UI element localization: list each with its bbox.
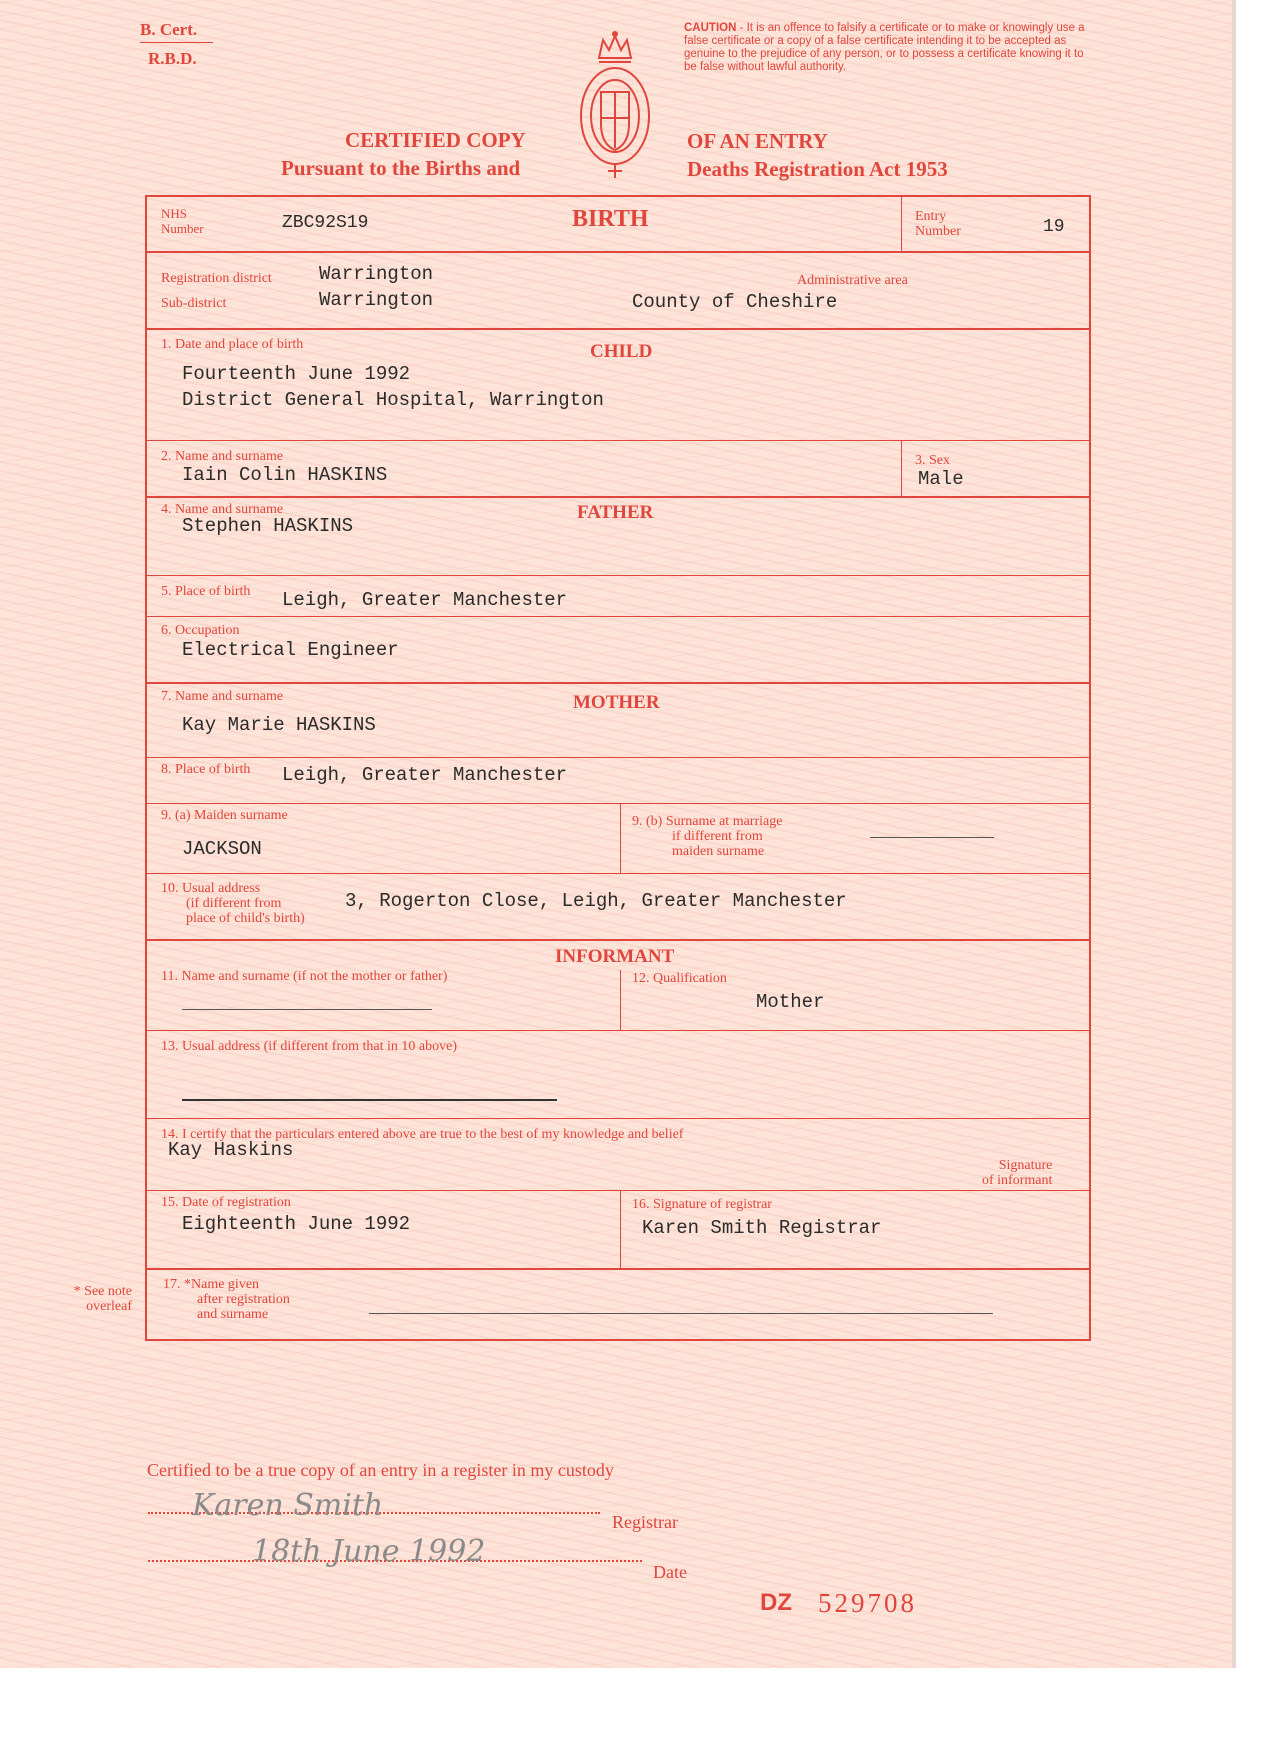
caution-text: - It is an offence to falsify a certificate or to make or knowingly use a false certificate or a copy of a false certificate intending it to be accepted as genuine to the prejudice of any person, or to possess a certificate knowing it to be false without lawful authority. <box>684 22 1085 73</box>
child-name-value: Iain Colin HASKINS <box>182 464 388 486</box>
certify-label: 14. I certify that the particulars entered above are true to the best of my knowledge and belief <box>161 1127 684 1142</box>
registrar-label: Registrar <box>612 1512 678 1532</box>
admin-area-value: County of Cheshire <box>632 291 838 313</box>
sub-district-value: Warrington <box>319 289 434 311</box>
informant-address-label: 13. Usual address (if different from that in 10 above) <box>161 1039 457 1054</box>
mother-birthplace-label: 8. Place of birth <box>161 762 251 777</box>
sex-label: 3. Sex <box>915 453 950 468</box>
rule <box>145 939 1091 941</box>
usual-address-line: (if different from <box>186 896 282 911</box>
name-after-registration-label <box>163 1277 290 1322</box>
see-note <box>60 1284 132 1314</box>
certified-true-copy-text: Certified to be a true copy of an entry in a register in my custody <box>147 1460 614 1480</box>
date-place-birth-label: 1. Date and place of birth <box>161 337 304 352</box>
see-note-line: * See note <box>73 1284 132 1299</box>
b-cert-underline <box>140 42 213 43</box>
place-of-birth-value: District General Hospital, Warrington <box>182 389 604 411</box>
father-heading: FATHER <box>577 502 654 523</box>
sex-value: Male <box>918 468 964 490</box>
occupation-value: Electrical Engineer <box>182 639 399 661</box>
mother-name-value: Kay Marie HASKINS <box>182 714 376 736</box>
rule <box>145 440 1091 441</box>
divider <box>901 440 902 496</box>
rule <box>145 1190 1091 1191</box>
divider <box>620 1190 621 1268</box>
admin-area-label: Administrative area <box>797 273 908 288</box>
informant-name-label: 11. Name and surname (if not the mother or father) <box>161 969 448 984</box>
rule <box>145 1030 1091 1031</box>
caution-lead: CAUTION <box>684 22 737 34</box>
serial-number: 529708 <box>818 1588 917 1618</box>
father-birthplace-label: 5. Place of birth <box>161 584 251 599</box>
entry-label <box>915 209 961 239</box>
rule <box>145 757 1091 758</box>
name-after-registration-line: 17. *Name given <box>163 1277 260 1292</box>
surname-at-marriage-label <box>632 814 782 859</box>
usual-address-line: place of child's birth) <box>186 911 305 926</box>
rbd-label: R.B.D. <box>148 49 197 68</box>
registrar-signature-label: 16. Signature of registrar <box>632 1197 772 1212</box>
maiden-surname-value: JACKSON <box>182 838 262 860</box>
surname-at-marriage-line: maiden surname <box>672 844 765 859</box>
paper-edge <box>1232 0 1236 1668</box>
entry-number: 19 <box>1043 217 1065 237</box>
entry-label-line: Number <box>915 224 961 239</box>
father-name-label: 4. Name and surname <box>161 502 284 517</box>
informant-name-blank <box>182 1009 432 1010</box>
rule <box>145 251 1091 253</box>
nhs-number: ZBC92S19 <box>282 213 369 233</box>
rule <box>145 328 1091 330</box>
signature-informant-line: of informant <box>982 1173 1053 1188</box>
signature-informant-label <box>982 1158 1052 1188</box>
title-certified-copy: CERTIFIED COPY <box>345 128 526 152</box>
nhs-label <box>161 206 204 236</box>
usual-address-value: 3, Rogerton Close, Leigh, Greater Manchester <box>345 890 847 912</box>
qualification-label: 12. Qualification <box>632 971 727 986</box>
rule <box>145 496 1091 498</box>
mother-name-label: 7. Name and surname <box>161 689 284 704</box>
nhs-label-line: NHS <box>161 206 188 221</box>
name-after-registration-blank <box>369 1313 993 1314</box>
nhs-label-line: Number <box>161 221 204 236</box>
father-name-value: Stephen HASKINS <box>182 515 354 537</box>
informant-heading: INFORMANT <box>555 946 675 967</box>
divider <box>620 803 621 873</box>
mother-birthplace-value: Leigh, Greater Manchester <box>282 764 568 786</box>
divider <box>620 970 621 1030</box>
registrar-handwritten-signature: Karen Smith <box>192 1488 384 1523</box>
divider <box>901 195 902 251</box>
surname-at-marriage-blank <box>870 837 994 838</box>
title-of-an-entry: OF AN ENTRY <box>687 129 828 153</box>
entry-label-line: Entry <box>915 209 947 224</box>
b-cert-label: B. Cert. <box>140 20 198 39</box>
surname-at-marriage-line: if different from <box>672 829 763 844</box>
date-label: Date <box>653 1562 687 1582</box>
birth-heading: BIRTH <box>572 206 649 232</box>
rule <box>145 1268 1091 1270</box>
title-pursuant: Pursuant to the Births and <box>281 156 521 180</box>
royal-crest-icon <box>575 28 655 180</box>
reg-district-value: Warrington <box>319 263 434 285</box>
registration-date-value: Eighteenth June 1992 <box>182 1213 411 1235</box>
maiden-surname-label: 9. (a) Maiden surname <box>161 808 288 823</box>
child-heading: CHILD <box>590 341 653 362</box>
registrar-signature-value: Karen Smith Registrar <box>642 1217 882 1239</box>
name-after-registration-line: after registration <box>197 1292 290 1307</box>
informant-address-blank <box>182 1099 557 1101</box>
see-note-line: overleaf <box>86 1299 132 1314</box>
registration-date-label: 15. Date of registration <box>161 1195 291 1210</box>
rule <box>145 803 1091 804</box>
rule <box>145 873 1091 874</box>
qualification-value: Mother <box>756 991 825 1013</box>
rule <box>145 616 1091 617</box>
usual-address-label <box>161 881 305 926</box>
date-of-birth-value: Fourteenth June 1992 <box>182 363 411 385</box>
title-act: Deaths Registration Act 1953 <box>687 157 948 181</box>
signature-informant-line: Signature <box>998 1158 1053 1173</box>
handwritten-date: 18th June 1992 <box>252 1534 486 1569</box>
father-birthplace-value: Leigh, Greater Manchester <box>282 589 568 611</box>
rule <box>145 1118 1091 1119</box>
occupation-label: 6. Occupation <box>161 623 240 638</box>
sub-district-label: Sub-district <box>161 296 227 311</box>
child-name-label: 2. Name and surname <box>161 449 284 464</box>
rule <box>145 575 1091 576</box>
informant-signature-value: Kay Haskins <box>168 1139 294 1161</box>
reg-district-label: Registration district <box>161 271 272 286</box>
caution-notice <box>684 22 1099 74</box>
surname-at-marriage-line: 9. (b) Surname at marriage <box>632 814 783 829</box>
mother-heading: MOTHER <box>573 692 660 713</box>
name-after-registration-line: and surname <box>197 1307 269 1322</box>
usual-address-line: 10. Usual address <box>161 881 261 896</box>
rule <box>145 682 1091 684</box>
serial-prefix: DZ <box>760 1589 792 1616</box>
